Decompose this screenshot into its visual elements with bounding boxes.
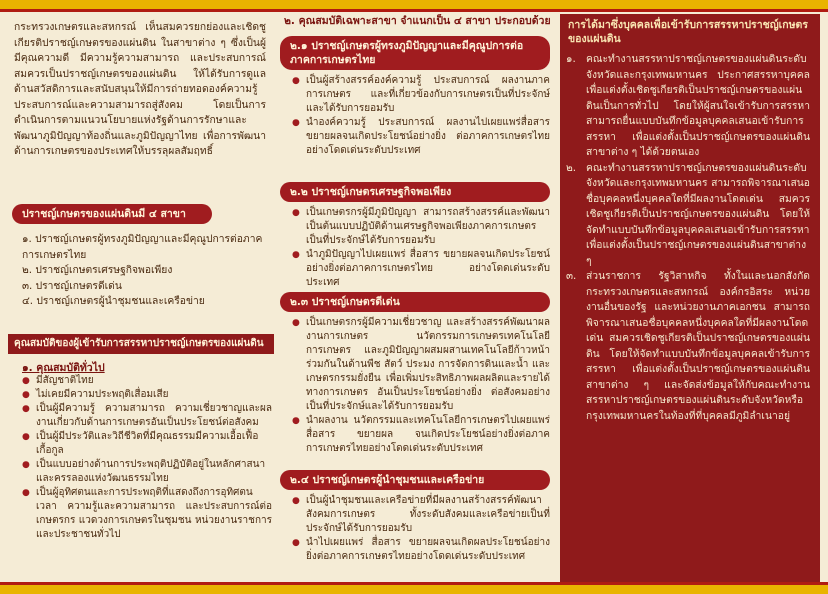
section-title: ๒.๔ ปราชญ์เกษตรผู้นำชุมชนและเครือข่าย	[280, 470, 550, 490]
list-item	[566, 161, 810, 270]
section-2-3	[280, 292, 550, 456]
branch-item: ๔. ปราชญ์เกษตรผู้นำชุมชนและเครือข่าย	[22, 295, 205, 307]
top-border	[0, 0, 828, 12]
item-number: ๑.	[566, 53, 576, 65]
qualifications-header: คุณสมบัติของผู้เข้ารับการสรรหาปราชญ์เกษตรของแผ่นดิน	[8, 334, 274, 354]
list-item: ● ไม่เคยมีความประพฤติเสื่อมเสีย	[20, 388, 272, 402]
item-text: คณะทำงานสรรหาปราชญ์เกษตรของแผ่นดินระดับจังหวัดและกรุงเทพมหานคร ประกาศสรรหาบุคคลเพื่อแต่งตั้งเชิดชูเกียรติเป็นปราชญ์เกษตรของแผ่นดินเป็นการทั่วไป โดยให้ผู้สนใจเข้ารับการสรรหาสามารถยื่นแบบบันทึกข้อมูลบุคคลเสนอเข้ารับการสรรหา เพื่อแต่งตั้งเป็นปราชญ์เกษตรของแผ่นดินสาขาต่าง ๆ ได้ด้วยตนเอง	[586, 53, 810, 158]
list-item	[566, 269, 810, 424]
branch-item: ๓. ปราชญ์เกษตรดีเด่น	[22, 279, 122, 292]
specific-qualifications-title: ๒. คุณสมบัติเฉพาะสาขา จำแนกเป็น ๔ สาขา ประกอบด้วย	[284, 15, 551, 27]
section-title: ๒.๓ ปราชญ์เกษตรดีเด่น	[280, 292, 550, 312]
list-item: ● นำองค์ความรู้ ประสบการณ์ ผลงานไปเผยแพร่สื่อสาร ขยายผลจนเกิดประโยชน์อย่างยิ่ง ต่อภาคการเกษตรไทยอย่างโดดเด่นระดับประเทศ	[290, 116, 550, 158]
general-qualifications-title: ๑. คุณสมบัติทั่วไป	[22, 362, 105, 374]
section-2-1	[280, 36, 550, 158]
branches-list	[22, 232, 272, 310]
list-item: ● มีสัญชาติไทย	[20, 374, 272, 388]
general-qualifications-list	[20, 374, 272, 542]
section-2-4	[280, 470, 550, 564]
list-item: ● เป็นแบบอย่างด้านการประพฤติปฏิบัติอยู่ในหลักศาสนาและครรลองแห่งวัฒนธรรมไทย	[20, 458, 272, 486]
list-item: ● เป็นผู้มีประวัติและวิถีชีวิตที่มีคุณธรรมมีความเอื้อเฟื้อเกื้อกูล	[20, 430, 272, 458]
list-item: ● นำไปเผยแพร่ สื่อสาร ขยายผลจนเกิดผลประโยชน์อย่างยิ่งต่อภาคการเกษตรไทยอย่างโดดเด่นระดับประเทศ	[290, 536, 550, 564]
bottom-border	[0, 582, 828, 594]
section-title: ๒.๑ ปราชญ์เกษตรผู้ทรงภูมิปัญญาและมีคุณูปการต่อภาคการเกษตรไทย	[280, 36, 550, 70]
list-item: ● นำภูมิปัญญาไปเผยแพร่ สื่อสาร ขยายผลจนเกิดประโยชน์อย่างยิ่งต่อภาคการเกษตรไทย อย่างโดดเด่นระดับประเทศ	[290, 248, 550, 290]
middle-column	[280, 14, 556, 582]
item-text: คณะทำงานสรรหาปราชญ์เกษตรของแผ่นดินระดับจังหวัดและกรุงเทพมหานคร สามารถพิจารณาเสนอชื่อบุคคลหนึ่งบุคคลใดที่มีผลงานโดดเด่น สมควรเชิดชูเกียรติเป็นปราชญ์เกษตรของแผ่นดิน โดยให้จัดทำแบบบันทึกข้อมูลบุคคลเสนอเข้ารับการสรรหา เพื่อแต่งตั้งเป็นปราชญ์เกษตรของแผ่นดินสาขาต่าง ๆ	[586, 161, 810, 267]
nomination-header: การได้มาซึ่งบุคคลเพื่อเข้ารับการสรรหาปราชญ์เกษตรของแผ่นดิน	[560, 14, 820, 48]
branch-item: ๑. ปราชญ์เกษตรผู้ทรงภูมิปัญญาและมีคุณูปการต่อภาคการเกษตรไทย	[22, 233, 263, 261]
list-item: ● เป็นผู้นำชุมชนและเครือข่ายที่มีผลงานสร้างสรรค์พัฒนาสังคมการเกษตร ทั้งระดับสังคมและเครือข่ายเป็นที่ประจักษ์ได้รับการยอมรับ	[290, 494, 550, 536]
list-item: ● เป็นผู้มีความรู้ ความสามารถ ความเชี่ยวชาญและผลงานเกี่ยวกับด้านการเกษตรอันเป็นประโยชน์ต่อสังคม	[20, 402, 272, 430]
branch-item: ๒. ปราชญ์เกษตรเศรษฐกิจพอเพียง	[22, 264, 173, 276]
list-item: ● เป็นเกษตรกรผู้มีภูมิปัญญา สามารถสร้างสรรค์และพัฒนาเป็นต้นแบบปฏิบัติด้านเศรษฐกิจพอเพียงภาคการเกษตร เป็นที่ประจักษ์ได้รับการยอมรับ	[290, 206, 550, 248]
item-text: ส่วนราชการ รัฐวิสาหกิจ ทั้งในและนอกสังกัดกระทรวงเกษตรและสหกรณ์ องค์กรอิสระ หน่วยงานอื่นของรัฐ และหน่วยงานภาคเอกชน สามารถพิจารณาเสนอชื่อบุคคลหนึ่งบุคคลใดที่มีผลงานโดดเด่น สมควรเชิดชูเกียรติเป็นปราชญ์เกษตรของแผ่นดิน โดยให้จัดทำแบบบันทึกข้อมูลบุคคลเข้ารับการสรรหา เพื่อแต่งตั้งเป็นปราชญ์เกษตรของแผ่นดินสาขาต่าง ๆ และจัดส่งข้อมูลให้กับคณะทำงานสรรหาปราชญ์เกษตรของแผ่นดินระดับจังหวัดหรือกรุงเทพมหานครในท้องที่ที่บุคคลมีภูมิลำเนาอยู่	[586, 270, 810, 422]
section-2-2	[280, 182, 550, 290]
item-number: ๓.	[566, 270, 577, 282]
branches-title: ปราชญ์เกษตรของแผ่นดินมี ๔ สาขา	[12, 204, 212, 224]
left-column	[8, 14, 274, 582]
intro-paragraph: กระทรวงเกษตรและสหกรณ์ เห็นสมควรยกย่องและเชิดชูเกียรติปราชญ์เกษตรของแผ่นดิน ในสาขาต่าง ๆ ซึ่งเป็นผู้มีคุณความดี มีความรู้ความสามารถ และประสบการณ์สมควรเป็นปราชญ์เกษตรของแผ่นดิน ให้ได้รับการดูแลด้านสวัสดิการและสนับสนุนให้มีการถ่ายทอดองค์ความรู้ ประสบการณ์และความสามารถสู่สังคม โดยเป็นการดำเนินการตามแนวนโยบายแห่งรัฐด้านการรักษาและพัฒนาภูมิปัญญาท้องถิ่นและภูมิปัญญาไทย เพื่อการพัฒนาด้านการเกษตรของประเทศให้บรรลุผลสัมฤทธิ์	[14, 21, 266, 157]
list-item: ● เป็นเกษตรกรผู้มีความเชี่ยวชาญ และสร้างสรรค์พัฒนาผลงานการเกษตร นวัตกรรมการเกษตรเทคโนโลยีการเกษตร และภูมิปัญญาผสมผสานเทคโนโลยีก้าวหน้าร่วมกันในด้านพืช สัตว์ ประมง การจัดการดินและน้ำ และเกษตรกรรมยั่งยืน เพื่อเพิ่มประสิทธิภาพผลผลิตและรายได้ทางการเกษตร อันเป็นประโยชน์อย่างยิ่ง ต่อสังคมอย่างเป็นที่ประจักษ์และได้รับการยอมรับ	[290, 316, 550, 414]
list-item	[566, 52, 810, 161]
section-title: ๒.๒ ปราชญ์เกษตรเศรษฐกิจพอเพียง	[280, 182, 550, 202]
intro-section	[8, 14, 274, 160]
right-column	[560, 14, 820, 582]
item-number: ๒.	[566, 161, 577, 174]
list-item: ● เป็นผู้สร้างสรรค์องค์ความรู้ ประสบการณ์ ผลงานภาคการเกษตร และที่เกี่ยวข้องกับการเกษตรเป็นที่ประจักษ์และได้รับการยอมรับ	[290, 74, 550, 116]
list-item: ● นำผลงาน นวัตกรรมและเทคโนโลยีการเกษตรไปเผยแพร่ สื่อสาร ขยายผล จนเกิดประโยชน์อย่างยิ่งต่อภาคการเกษตรไทยอย่างโดดเด่นระดับประเทศ	[290, 414, 550, 456]
list-item: ● เป็นผู้อุทิศตนและการประพฤติที่แสดงถึงการอุทิศตนเวลา ความรู้และความสามารถ และประสบการณ์ต่อเกษตรกร แวดวงการเกษตรในชุมชน หน่วยงานราชการและประชาชนทั่วไป	[20, 486, 272, 542]
nomination-list	[560, 48, 820, 424]
